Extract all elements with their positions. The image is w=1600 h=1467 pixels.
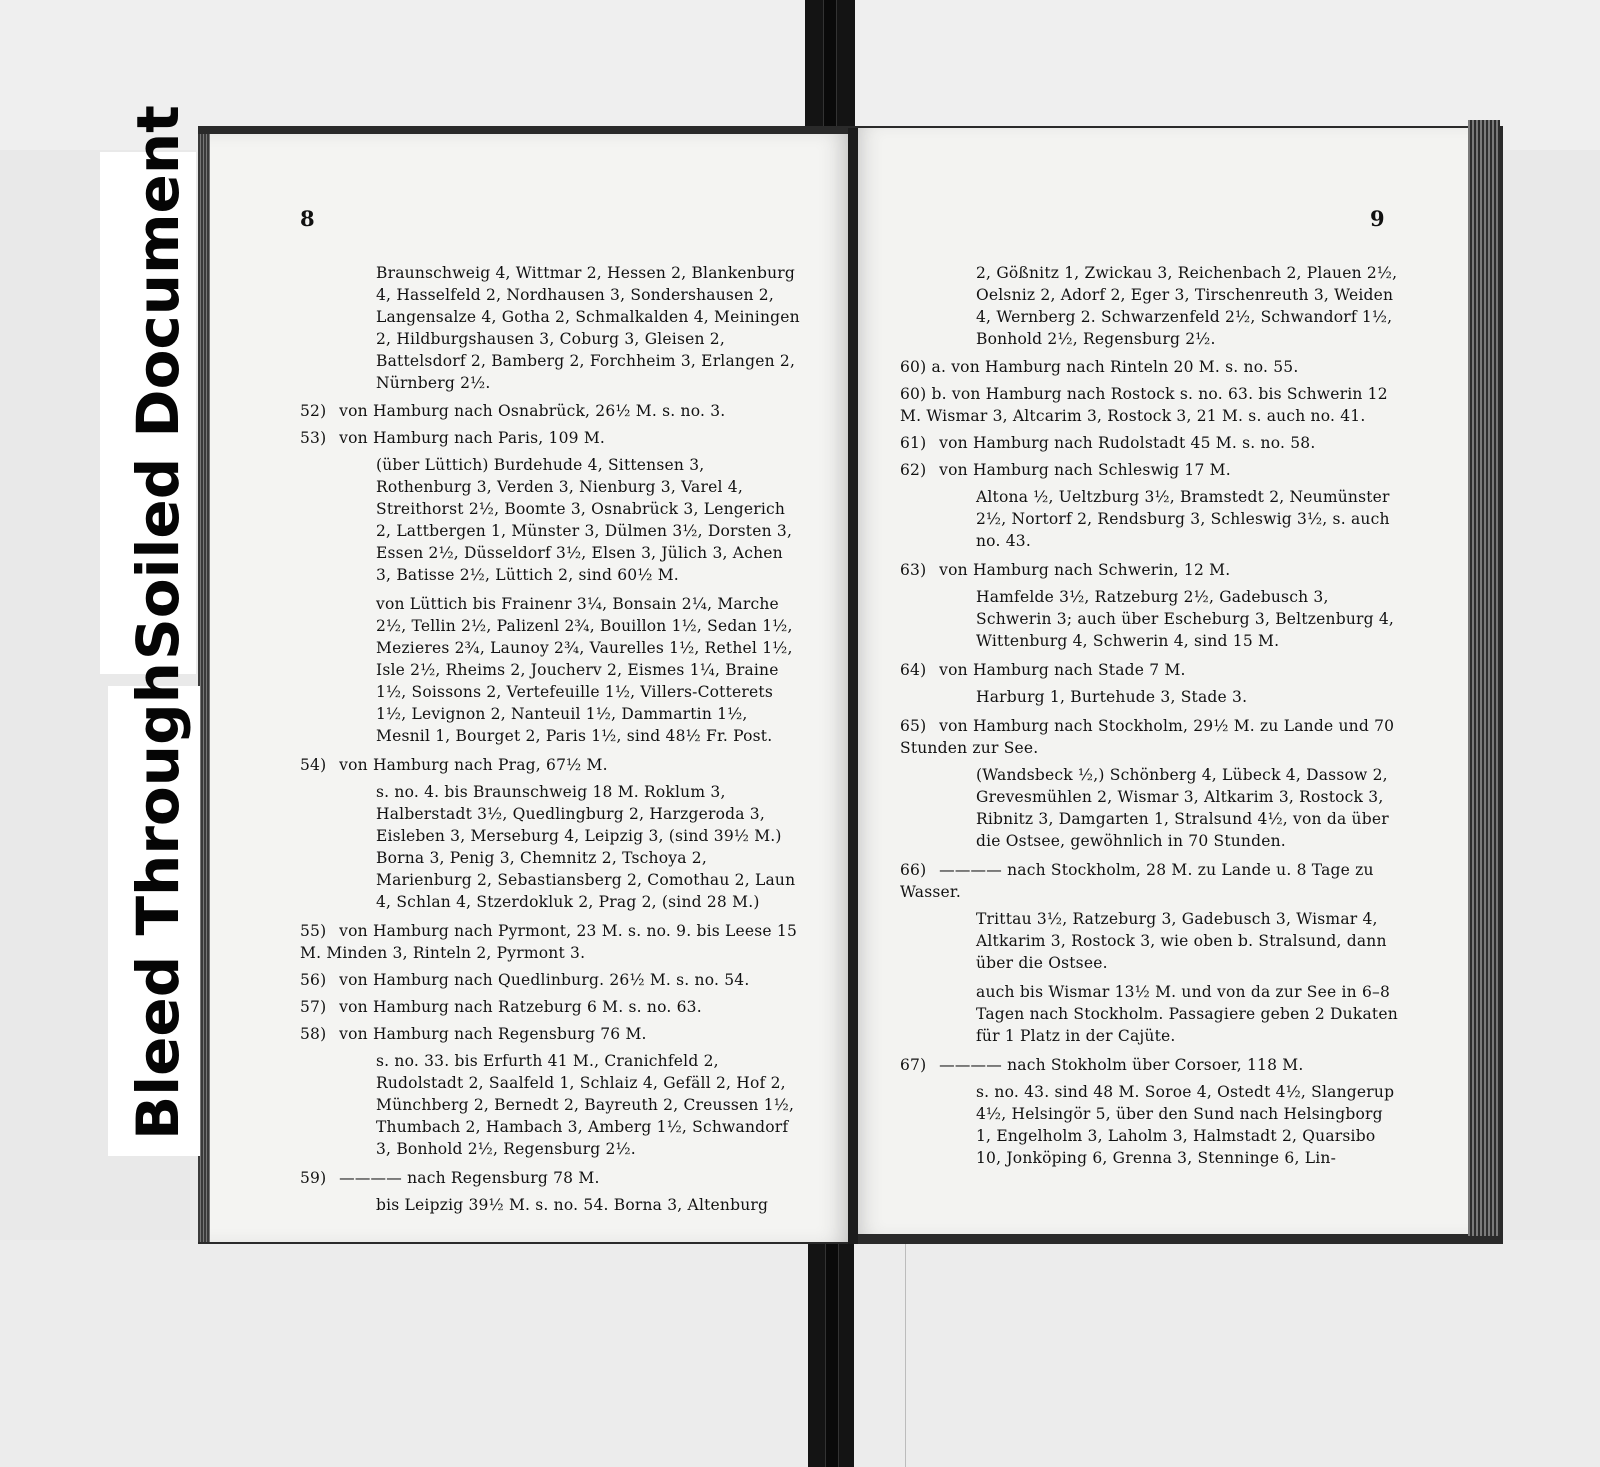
entry-number: 60) b.	[900, 385, 947, 403]
bleed-through-label: Bleed Through	[124, 662, 192, 1140]
entry-number: 65)	[900, 717, 927, 735]
entry-number: 55)	[300, 922, 327, 940]
book-edge-right	[1468, 120, 1500, 1236]
entry-heading: von Hamburg nach Stade 7 M.	[939, 661, 1186, 679]
entry-number: 56)	[300, 971, 327, 989]
page-number-right: 9	[1370, 206, 1385, 231]
right-page-text	[900, 262, 1400, 1176]
entry-heading: von Hamburg nach Paris, 109 M.	[339, 429, 606, 447]
entry-number: 63)	[900, 561, 927, 579]
entry-number: 52)	[300, 402, 327, 420]
background-bottom	[0, 1240, 1600, 1467]
entry-heading: von Hamburg nach Prag, 67½ M.	[339, 756, 608, 774]
entry-heading: von Hamburg nach Rudolstadt 45 M. s. no. 58.	[939, 434, 1316, 452]
left-page-text	[300, 262, 800, 1223]
entry-heading: von Hamburg nach Schwerin, 12 M.	[939, 561, 1231, 579]
top-continuation: 2, Gößnitz 1, Zwickau 3, Reichenbach 2, Plauen 2½, Oelsniz 2, Adorf 2, Eger 3, Tirschenreuth 3, Weiden 4, Wernberg 2. Schwarzenfeld 2½, Schwandorf 1½, Bonhold 2½, Regensburg 2½.	[976, 264, 1398, 348]
entry-detail: s. no. 4. bis Braunschweig 18 M. Roklum 3, Halberstadt 3½, Quedlingburg 2, Harzgeroda 3, Eisleben 3, Merseburg 4, Leipzig 3, (sind 39½ M.) Borna 3, Penig 3, Chemnitz 2, Tschoya 2, Marienburg 2, Sebastiansberg 2, Comothau 2, Laun 4, Schlan 4, Stzerdokluk 2, Prag 2, (sind 28 M.)	[376, 783, 796, 911]
route-entry	[900, 1054, 1400, 1076]
route-entry	[300, 400, 800, 422]
entry-heading: von Hamburg nach Stockholm, 29½ M. zu Lande und 70 Stunden zur See.	[900, 717, 1395, 757]
entry-heading: von Hamburg nach Regensburg 76 M.	[339, 1025, 647, 1043]
route-entry	[900, 432, 1400, 454]
entry-heading: von Hamburg nach Quedlinburg. 26½ M. s. no. 54.	[339, 971, 750, 989]
entry-heading: von Hamburg nach Rinteln 20 M. s. no. 55.	[951, 358, 1299, 376]
entry-detail: Harburg 1, Burtehude 3, Stade 3.	[976, 688, 1248, 706]
binding-strip-bottom	[808, 1225, 854, 1467]
entry-detail: s. no. 43. sind 48 M. Soroe 4, Ostedt 4½, Slangerup 4½, Helsingör 5, über den Sund nach Helsingborg 1, Engelholm 3, Laholm 3, Halmstadt 2, Quarsibo 10, Jonköping 6, Grenna 3, Stenninge 6, Lin-	[976, 1083, 1395, 1167]
entry-heading: von Hamburg nach Osnabrück, 26½ M. s. no. 3.	[339, 402, 726, 420]
route-entry	[300, 754, 800, 776]
entry-detail: (über Lüttich) Burdehude 4, Sittensen 3, Rothenburg 3, Verden 3, Nienburg 3, Varel 4, Streithorst 2½, Boomte 3, Osnabrück 3, Lengerich 2, Lattbergen 1, Münster 3, Dülmen 3½, Dorsten 3, Essen 2½, Düsseldorf 3½, Elsen 3, Jülich 3, Achen 3, Batisse 2½, Lüttich 2, sind 60½ M.	[376, 456, 793, 584]
entry-number: 64)	[900, 661, 927, 679]
entry-heading: ———— nach Stockholm, 28 M. zu Lande u. 8 Tage zu Wasser.	[900, 861, 1374, 901]
route-entry	[300, 1023, 800, 1045]
entry-detail: Hamfelde 3½, Ratzeburg 2½, Gadebusch 3, Schwerin 3; auch über Escheburg 3, Beltzenburg 4, Wittenburg 4, Schwerin 4, sind 15 M.	[976, 588, 1395, 650]
binding-strip-top	[805, 0, 855, 140]
entry-number: 61)	[900, 434, 927, 452]
route-entry	[900, 383, 1400, 427]
route-entry	[900, 715, 1400, 759]
entry-number: 66)	[900, 861, 927, 879]
entry-number: 54)	[300, 756, 327, 774]
binding-thread	[825, 1225, 839, 1467]
entry-detail: von Lüttich bis Frainenr 3¼, Bonsain 2¼, Marche 2½, Tellin 2½, Palizenl 2¾, Bouillon 1½, Sedan 1½, Mezieres 2¾, Launoy 2¾, Vaurelles 1½, Rethel 1½, Isle 2½, Rheims 2, Joucherv 2, Eismes 1¼, Braine 1½, Soissons 2, Vertefeuille 1½, Villers-Cotterets 1½, Levignon 2, Nanteuil 1½, Dammartin 1½, Mesnil 1, Bourget 2, Paris 1½, sind 48½ Fr. Post.	[376, 595, 793, 745]
fold-line	[905, 1238, 906, 1467]
route-entry	[300, 996, 800, 1018]
entry-number: 58)	[300, 1025, 327, 1043]
route-entry	[300, 969, 800, 991]
entry-detail: bis Leipzig 39½ M. s. no. 54. Borna 3, Altenburg	[376, 1196, 769, 1214]
route-entry	[900, 459, 1400, 481]
route-entry	[900, 356, 1400, 378]
entry-detail: s. no. 33. bis Erfurth 41 M., Cranichfeld 2, Rudolstadt 2, Saalfeld 1, Schlaiz 4, Gefäll 2, Hof 2, Münchberg 2, Bernedt 2, Bayreuth 2, Creussen 1½, Thumbach 2, Hambach 3, Amberg 1½, Schwandorf 3, Bonhold 2½, Regensburg 2½.	[376, 1052, 795, 1158]
page-number-left: 8	[300, 206, 315, 231]
entry-heading: von Hamburg nach Rostock s. no. 63. bis Schwerin 12 M. Wismar 3, Altcarim 3, Rostock 3, 21 M. s. auch no. 41.	[900, 385, 1388, 425]
route-entry	[300, 1167, 800, 1189]
entry-number: 67)	[900, 1056, 927, 1074]
route-entry	[900, 859, 1400, 903]
entry-number: 53)	[300, 429, 327, 447]
entry-heading: von Hamburg nach Schleswig 17 M.	[939, 461, 1231, 479]
entry-heading: ———— nach Stokholm über Corsoer, 118 M.	[939, 1056, 1304, 1074]
entry-number: 59)	[300, 1169, 327, 1187]
binding-thread	[823, 0, 837, 140]
entry-detail: (Wandsbeck ½,) Schönberg 4, Lübeck 4, Dassow 2, Grevesmühlen 2, Wismar 3, Altkarim 3, Rostock 3, Ribnitz 3, Damgarten 1, Stralsund 4½, von da über die Ostsee, gewöhnlich in 70 Stunden.	[976, 766, 1389, 850]
entry-number: 62)	[900, 461, 927, 479]
entry-detail: Trittau 3½, Ratzeburg 3, Gadebusch 3, Wismar 4, Altkarim 3, Rostock 3, wie oben b. Stralsund, dann über die Ostsee.	[976, 910, 1387, 972]
entry-heading: von Hamburg nach Ratzeburg 6 M. s. no. 63.	[339, 998, 702, 1016]
top-continuation: Braunschweig 4, Wittmar 2, Hessen 2, Blankenburg 4, Hasselfeld 2, Nordhausen 3, Sondershausen 2, Langensalze 4, Gotha 2, Schmalkalden 4, Meiningen 2, Hildburgshausen 3, Coburg 3, Gleisen 2, Battelsdorf 2, Bamberg 2, Forchheim 3, Erlangen 2, Nürnberg 2½.	[376, 264, 800, 392]
entry-detail: auch bis Wismar 13½ M. und von da zur See in 6–8 Tagen nach Stockholm. Passagiere geben 2 Dukaten für 1 Platz in der Cajüte.	[976, 983, 1398, 1045]
book-gutter	[848, 128, 858, 1244]
entry-detail: Altona ½, Ueltzburg 3½, Bramstedt 2, Neumünster 2½, Nortorf 2, Rendsburg 3, Schleswig 3½, s. auch no. 43.	[976, 488, 1390, 550]
entry-number: 60) a.	[900, 358, 947, 376]
route-entry	[900, 559, 1400, 581]
route-entry	[300, 920, 800, 964]
route-entry	[300, 427, 800, 449]
entry-number: 57)	[300, 998, 327, 1016]
soiled-document-label: Soiled Document	[124, 105, 192, 660]
route-entry	[900, 659, 1400, 681]
entry-heading: ———— nach Regensburg 78 M.	[339, 1169, 600, 1187]
entry-heading: von Hamburg nach Pyrmont, 23 M. s. no. 9. bis Leese 15 M. Minden 3, Rinteln 2, Pyrmont 3.	[300, 922, 798, 962]
